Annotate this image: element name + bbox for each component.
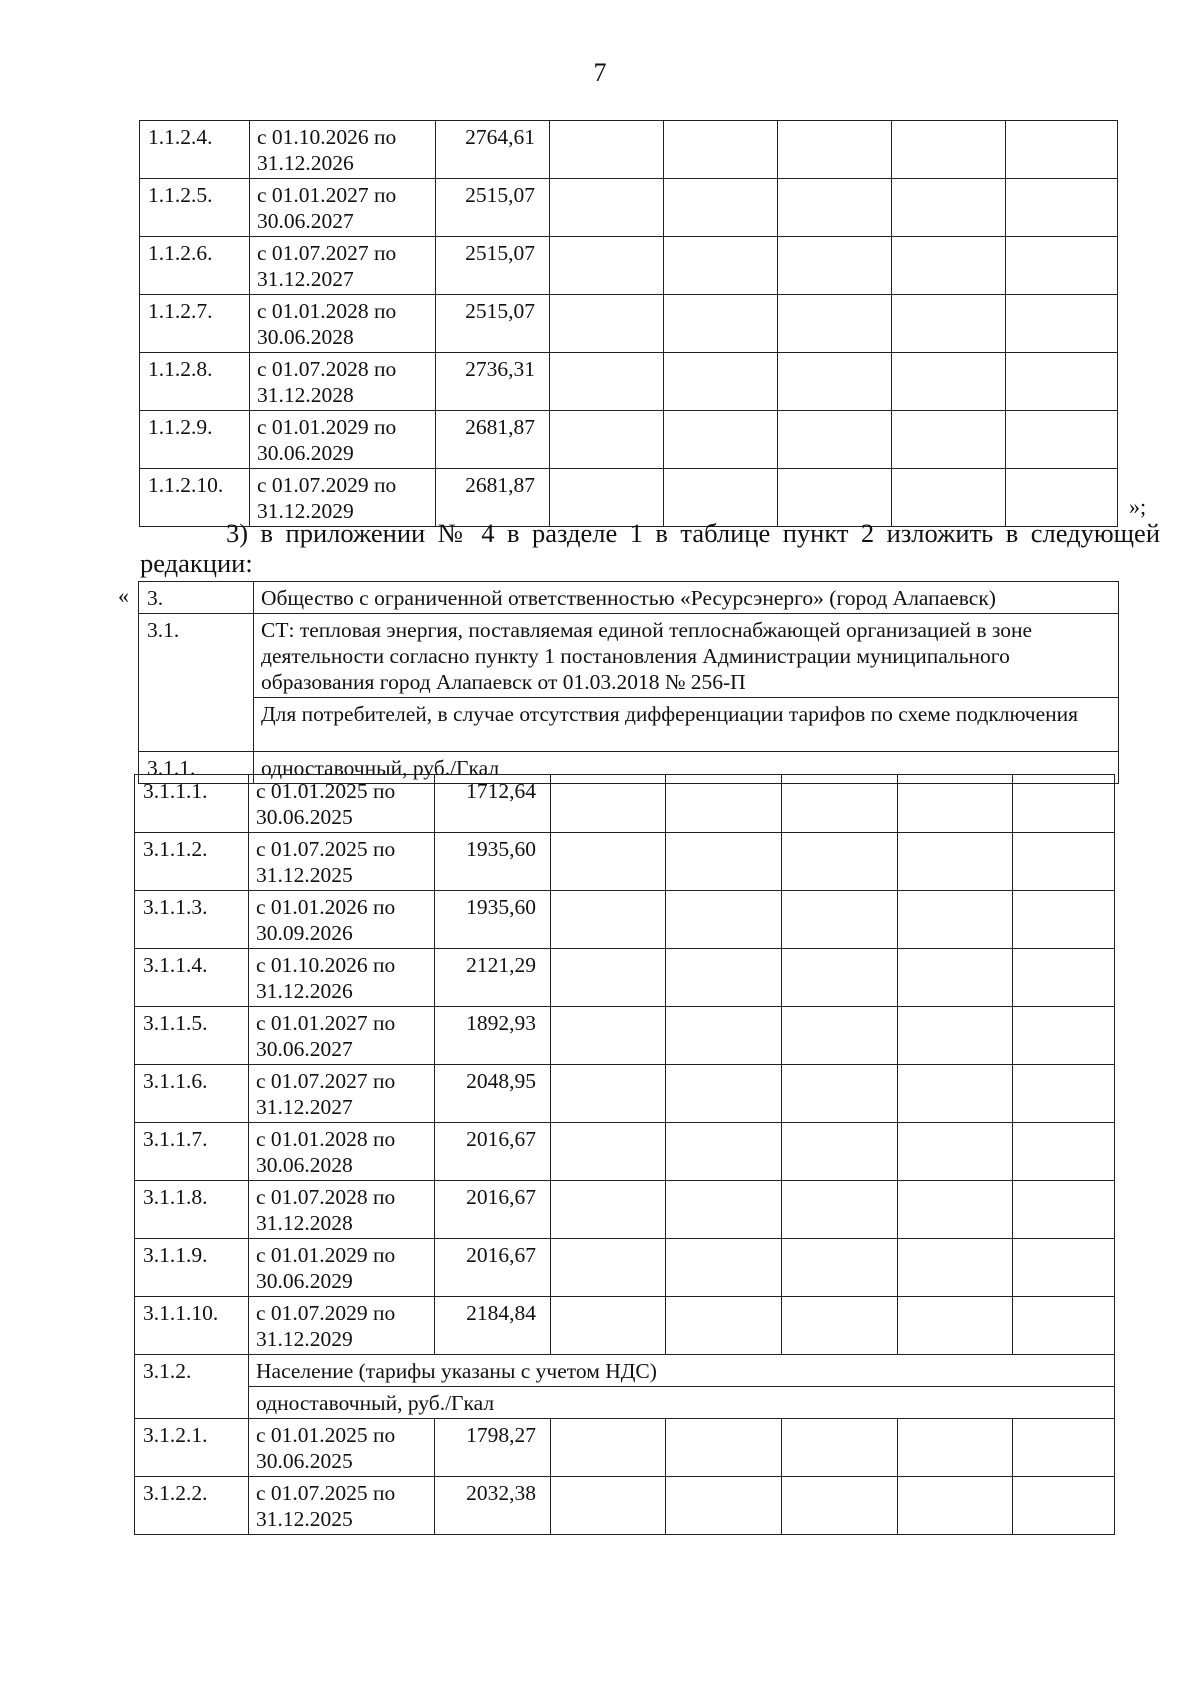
period-cell: с 01.07.2027 по 31.12.2027 [249, 1065, 435, 1123]
tariff-value: 2016,67 [435, 1181, 551, 1239]
empty-cell [898, 775, 1013, 833]
row-code: 1.1.2.5. [140, 179, 250, 237]
empty-cell [550, 237, 664, 295]
row-code: 3.1.1.8. [135, 1181, 249, 1239]
empty-cell [1006, 353, 1118, 411]
table-row [135, 1477, 1115, 1535]
empty-cell [1013, 891, 1115, 949]
table-row [135, 1419, 1115, 1477]
empty-cell [782, 1007, 898, 1065]
period-cell: с 01.01.2028 по 30.06.2028 [249, 1123, 435, 1181]
period-cell: с 01.01.2028 по 30.06.2028 [250, 295, 436, 353]
empty-cell [551, 1123, 666, 1181]
table-row [139, 698, 1119, 752]
amendment-paragraph: 3) в приложении № 4 в разделе 1 в таблице пункт 2 изложить в следующей редакции: [140, 518, 1160, 578]
table-row [135, 1123, 1115, 1181]
row-code: 3.1.1.1. [135, 775, 249, 833]
empty-cell [892, 411, 1006, 469]
empty-cell [782, 775, 898, 833]
empty-cell [782, 1419, 898, 1477]
row-code: 3. [139, 582, 254, 614]
table-row [140, 353, 1118, 411]
service-description: СТ: тепловая энергия, поставляемая единой теплоснабжающей организацией в зоне деятельности согласно пункту 1 постановления Администрации муниципального образования город Алапаевск от 01.03.2018 № 256-П [254, 614, 1119, 698]
empty-cell [898, 891, 1013, 949]
empty-cell [666, 1477, 782, 1535]
table-row [135, 1007, 1115, 1065]
tariff-value: 2515,07 [436, 237, 550, 295]
tariff-value: 2515,07 [436, 179, 550, 237]
tariff-value: 2016,67 [435, 1239, 551, 1297]
empty-cell [778, 179, 892, 237]
period-cell: с 01.01.2029 по 30.06.2029 [250, 411, 436, 469]
empty-cell [778, 411, 892, 469]
row-code: 1.1.2.6. [140, 237, 250, 295]
empty-cell [551, 775, 666, 833]
empty-cell [898, 1065, 1013, 1123]
empty-cell [664, 237, 778, 295]
empty-cell [550, 411, 664, 469]
empty-cell [551, 1419, 666, 1477]
row-code: 3.1.1.4. [135, 949, 249, 1007]
empty-cell [778, 295, 892, 353]
consumer-category: Для потребителей, в случае отсутствия дифференциации тарифов по схеме подключения [254, 698, 1119, 752]
period-cell: с 01.07.2029 по 31.12.2029 [250, 469, 436, 527]
table-row [139, 582, 1119, 614]
table-row [135, 891, 1115, 949]
empty-cell [551, 1181, 666, 1239]
tariff-value: 2048,95 [435, 1065, 551, 1123]
tariff-value: 1935,60 [435, 891, 551, 949]
period-cell: с 01.07.2028 по 31.12.2028 [250, 353, 436, 411]
row-code: 3.1.2.2. [135, 1477, 249, 1535]
empty-cell [1006, 121, 1118, 179]
empty-cell [782, 1181, 898, 1239]
empty-cell [898, 1477, 1013, 1535]
empty-cell [666, 775, 782, 833]
page-number: 7 [593, 58, 607, 87]
period-cell: с 01.07.2025 по 31.12.2025 [249, 1477, 435, 1535]
table-row [135, 833, 1115, 891]
period-cell: с 01.07.2027 по 31.12.2027 [250, 237, 436, 295]
empty-cell [898, 1007, 1013, 1065]
row-code: 3.1.2.1. [135, 1419, 249, 1477]
table-row [140, 237, 1118, 295]
empty-cell [1006, 179, 1118, 237]
tariff-type: одноставочный, руб./Гкал [249, 1387, 1115, 1419]
table-row [140, 295, 1118, 353]
tariff-table [134, 774, 1115, 1535]
empty-cell [551, 1065, 666, 1123]
empty-cell [666, 891, 782, 949]
table-row [140, 411, 1118, 469]
row-code: 3.1.1.10. [135, 1297, 249, 1355]
empty-cell [898, 1297, 1013, 1355]
tariff-value: 1892,93 [435, 1007, 551, 1065]
empty-cell [1006, 295, 1118, 353]
closing-quote: »; [1129, 494, 1147, 519]
empty-cell [782, 891, 898, 949]
row-code: 3.1.1.3. [135, 891, 249, 949]
empty-cell [1013, 1477, 1115, 1535]
section-header-table [138, 581, 1119, 784]
empty-cell [778, 121, 892, 179]
table-row [139, 614, 1119, 698]
empty-cell [782, 1123, 898, 1181]
empty-cell [1013, 949, 1115, 1007]
empty-cell [1013, 1419, 1115, 1477]
tariff-type: одноставочный, руб./Гкал [254, 752, 1119, 784]
table-row [135, 1239, 1115, 1297]
empty-cell [666, 1065, 782, 1123]
table-row [135, 775, 1115, 833]
empty-cell [898, 1239, 1013, 1297]
empty-cell [666, 833, 782, 891]
period-cell: с 01.01.2025 по 30.06.2025 [249, 1419, 435, 1477]
empty-cell [898, 833, 1013, 891]
empty-cell [1013, 1297, 1115, 1355]
empty-cell [892, 179, 1006, 237]
empty-cell [666, 1297, 782, 1355]
period-cell: с 01.07.2028 по 31.12.2028 [249, 1181, 435, 1239]
row-code: 3.1.1.9. [135, 1239, 249, 1297]
empty-cell [664, 121, 778, 179]
row-code: 3.1. [139, 614, 254, 752]
tariff-value: 2032,38 [435, 1477, 551, 1535]
tariff-value: 2764,61 [436, 121, 550, 179]
empty-cell [778, 237, 892, 295]
empty-cell [778, 353, 892, 411]
row-code: 3.1.1.6. [135, 1065, 249, 1123]
empty-cell [782, 949, 898, 1007]
row-code: 1.1.2.4. [140, 121, 250, 179]
empty-cell [1013, 1181, 1115, 1239]
empty-cell [782, 833, 898, 891]
table-row [135, 1297, 1115, 1355]
row-code: 3.1.1. [139, 752, 254, 784]
empty-cell [898, 1419, 1013, 1477]
empty-cell [892, 295, 1006, 353]
empty-cell [550, 179, 664, 237]
row-code: 3.1.1.2. [135, 833, 249, 891]
empty-cell [898, 949, 1013, 1007]
organization-name: Общество с ограниченной ответственностью «Ресурсэнерго» (город Алапаевск) [254, 582, 1119, 614]
tariff-value: 2121,29 [435, 949, 551, 1007]
period-cell: с 01.10.2026 по 31.12.2026 [250, 121, 436, 179]
row-code: 3.1.1.5. [135, 1007, 249, 1065]
empty-cell [666, 1419, 782, 1477]
row-code: 1.1.2.10. [140, 469, 250, 527]
empty-cell [551, 1297, 666, 1355]
table-row [135, 949, 1115, 1007]
empty-cell [1013, 1065, 1115, 1123]
tariff-value: 2184,84 [435, 1297, 551, 1355]
empty-cell [551, 1239, 666, 1297]
empty-cell [1006, 237, 1118, 295]
empty-cell [550, 295, 664, 353]
period-cell: с 01.01.2027 по 30.06.2027 [249, 1007, 435, 1065]
empty-cell [1006, 411, 1118, 469]
tariff-value: 2681,87 [436, 411, 550, 469]
table-row [135, 1181, 1115, 1239]
empty-cell [664, 353, 778, 411]
empty-cell [666, 949, 782, 1007]
tariff-value: 1935,60 [435, 833, 551, 891]
empty-cell [664, 411, 778, 469]
empty-cell [551, 1477, 666, 1535]
period-cell: с 01.07.2029 по 31.12.2029 [249, 1297, 435, 1355]
tariff-value: 2681,87 [436, 469, 550, 527]
empty-cell [782, 1477, 898, 1535]
empty-cell [782, 1065, 898, 1123]
period-cell: с 01.01.2029 по 30.06.2029 [249, 1239, 435, 1297]
empty-cell [1013, 1007, 1115, 1065]
row-code: 1.1.2.7. [140, 295, 250, 353]
period-cell: с 01.10.2026 по 31.12.2026 [249, 949, 435, 1007]
period-cell: с 01.01.2027 по 30.06.2027 [250, 179, 436, 237]
empty-cell [666, 1181, 782, 1239]
row-code: 3.1.2. [135, 1355, 249, 1419]
period-cell: с 01.01.2025 по 30.06.2025 [249, 775, 435, 833]
empty-cell [1013, 833, 1115, 891]
row-code: 1.1.2.9. [140, 411, 250, 469]
tariff-value: 1712,64 [435, 775, 551, 833]
period-cell: с 01.07.2025 по 31.12.2025 [249, 833, 435, 891]
row-code: 1.1.2.8. [140, 353, 250, 411]
consumer-category: Население (тарифы указаны с учетом НДС) [249, 1355, 1115, 1387]
empty-cell [782, 1239, 898, 1297]
empty-cell [782, 1297, 898, 1355]
empty-cell [666, 1123, 782, 1181]
empty-cell [1013, 775, 1115, 833]
empty-cell [551, 1007, 666, 1065]
empty-cell [664, 179, 778, 237]
empty-cell [664, 295, 778, 353]
empty-cell [892, 121, 1006, 179]
empty-cell [551, 891, 666, 949]
empty-cell [1013, 1123, 1115, 1181]
empty-cell [551, 833, 666, 891]
table-row [135, 1355, 1115, 1387]
period-cell: с 01.01.2026 по 30.09.2026 [249, 891, 435, 949]
row-code: 3.1.1.7. [135, 1123, 249, 1181]
empty-cell [892, 237, 1006, 295]
table-row [140, 121, 1118, 179]
table-row [135, 1387, 1115, 1419]
empty-cell [551, 949, 666, 1007]
table-row [135, 1065, 1115, 1123]
empty-cell [898, 1123, 1013, 1181]
tariff-value: 1798,27 [435, 1419, 551, 1477]
empty-cell [1013, 1239, 1115, 1297]
table-row [140, 179, 1118, 237]
empty-cell [892, 353, 1006, 411]
opening-quote: « [118, 583, 129, 608]
empty-cell [550, 121, 664, 179]
empty-cell [666, 1007, 782, 1065]
empty-cell [898, 1181, 1013, 1239]
tariff-table-continuation [139, 120, 1118, 527]
tariff-value: 2736,31 [436, 353, 550, 411]
empty-cell [550, 353, 664, 411]
tariff-value: 2016,67 [435, 1123, 551, 1181]
tariff-value: 2515,07 [436, 295, 550, 353]
empty-cell [666, 1239, 782, 1297]
